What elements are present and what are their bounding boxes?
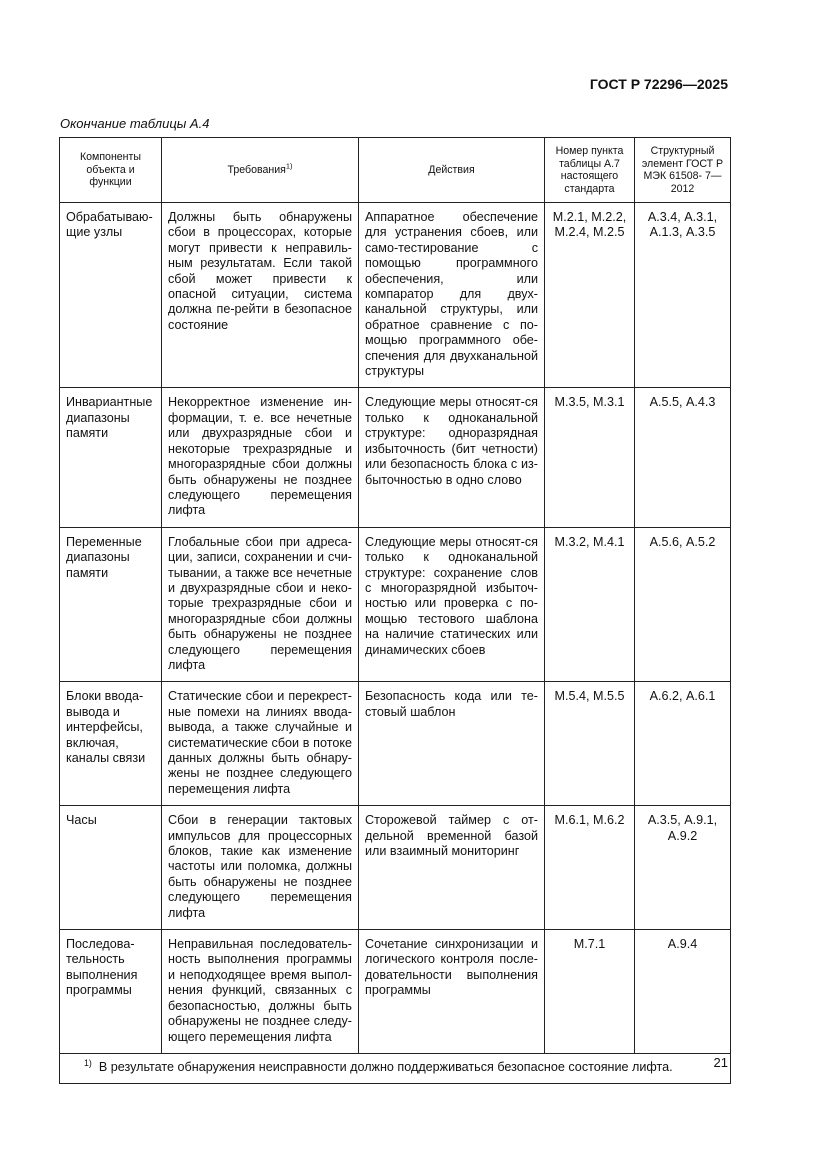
header-requirements: Требования$^{1)}$ <box>162 138 359 203</box>
requirements-table <box>59 137 731 1084</box>
action-cell: Безопасность кода или те-стовый шаблон <box>359 682 545 806</box>
header-footnote-mark: 1) <box>285 161 293 171</box>
footnote-cell <box>60 1053 731 1083</box>
clause-cell: М.2.1, М.2.2, М.2.4, М.2.5 <box>545 203 635 388</box>
action-cell: Следующие меры относят-ся только к одноканальной структуре: сохранение слов с многоразрядной избыточ-ностью или проверка с по-мощью тестового шаблона на наличие статических или динамических сбоев <box>359 527 545 682</box>
header-clause-number: Номер пункта таблицы А.7 настоящего стандарта <box>545 138 635 203</box>
table-row <box>60 682 731 806</box>
clause-cell: М.3.5, М.3.1 <box>545 388 635 527</box>
action-cell: Аппаратное обеспечение для устранения сбоев, или само-тестирование с помощью программного обеспечения, или компаратор для двух-канальной структуры, или обратное сравнение с по-мощью программного обе-спечения для двухканальной структуры <box>359 203 545 388</box>
header-structural-element: Структурный элемент ГОСТ Р МЭК 61508- 7—2012 <box>635 138 731 203</box>
element-cell: А.3.4, А.3.1, А.1.3, А.3.5 <box>635 203 731 388</box>
component-cell: Блоки ввода-вывода и интерфейсы, включая, каналы связи <box>60 682 162 806</box>
header-components: Компоненты объекта и функции <box>60 138 162 203</box>
component-cell: Последова-тельность выполнения программы <box>60 930 162 1054</box>
element-cell: А.5.6, А.5.2 <box>635 527 731 682</box>
table-caption: Окончание таблицы А.4 <box>60 116 210 131</box>
element-cell: А.6.2, А.6.1 <box>635 682 731 806</box>
footnote-mark: 1) <box>84 1057 92 1068</box>
standard-code: ГОСТ Р 72296—2025 <box>589 76 728 92</box>
clause-cell: М.5.4, М.5.5 <box>545 682 635 806</box>
component-cell: Переменные диапазоны памяти <box>60 527 162 682</box>
component-cell: Обрабатываю-щие узлы <box>60 203 162 388</box>
element-cell: А.5.5, А.4.3 <box>635 388 731 527</box>
header-actions: Действия <box>359 138 545 203</box>
component-cell: Инвариантные диапазоны памяти <box>60 388 162 527</box>
action-cell: Сторожевой таймер с от-дельной временной базой или взаимный мониторинг <box>359 806 545 930</box>
action-cell: Следующие меры относят-ся только к одноканальной структуре: одноразрядная избыточность (бит четности) или безопасность блока с из-быточностью в одно слово <box>359 388 545 527</box>
table-header-row <box>60 138 731 203</box>
requirement-cell: Должны быть обнаружены сбои в процессорах, которые могут привести к неправиль-ным результатам. Если такой сбой может привести к опасной ситуации, система должна пе-рейти в безопасное состояние <box>162 203 359 388</box>
clause-cell: М.7.1 <box>545 930 635 1054</box>
action-cell: Сочетание синхронизации и логического контроля после-довательности выполнения программы <box>359 930 545 1054</box>
footnote-text: В результате обнаружения неисправности должно поддерживаться безопасное состояние лифта. <box>98 1059 673 1074</box>
element-cell: А.9.4 <box>635 930 731 1054</box>
table-row <box>60 388 731 527</box>
table-row <box>60 527 731 682</box>
table-row <box>60 806 731 930</box>
requirement-cell: Некорректное изменение ин-формации, т. е. все нечетные или двухразрядные сбои и некоторые трехразрядные и многоразрядные сбои должны быть обнаружены не позднее следующего перемещения лифта <box>162 388 359 527</box>
requirement-cell: Сбои в генерации тактовых импульсов для процессорных блоков, такие как изменение частоты или поломка, должны быть обнаружены не позднее следующего перемещения лифта <box>162 806 359 930</box>
requirement-cell: Глобальные сбои при адреса-ции, записи, сохранении и счи-тывании, а также все нечетные и двухразрядные сбои и неко-торые трехразрядные сбои и многоразрядные сбои должны быть обнаружены не позднее следующего перемещения лифта <box>162 527 359 682</box>
component-cell: Часы <box>60 806 162 930</box>
table-row <box>60 930 731 1054</box>
requirement-cell: Неправильная последователь-ность выполнения программы и неподходящее время выпол-нения функций, связанных с безопасностью, должны быть обнаружены не позднее следу-ющего перемещения лифта <box>162 930 359 1054</box>
clause-cell: М.3.2, М.4.1 <box>545 527 635 682</box>
page-number: 21 <box>713 1055 728 1070</box>
table-row <box>60 203 731 388</box>
footnote-row <box>60 1053 731 1083</box>
requirement-cell: Статические сбои и перекрест-ные помехи на линиях ввода-вывода, а также случайные и систематические сбои в потоке данных должны быть обнару-жены не позднее следующего перемещения лифта <box>162 682 359 806</box>
clause-cell: М.6.1, М.6.2 <box>545 806 635 930</box>
element-cell: А.3.5, А.9.1, А.9.2 <box>635 806 731 930</box>
